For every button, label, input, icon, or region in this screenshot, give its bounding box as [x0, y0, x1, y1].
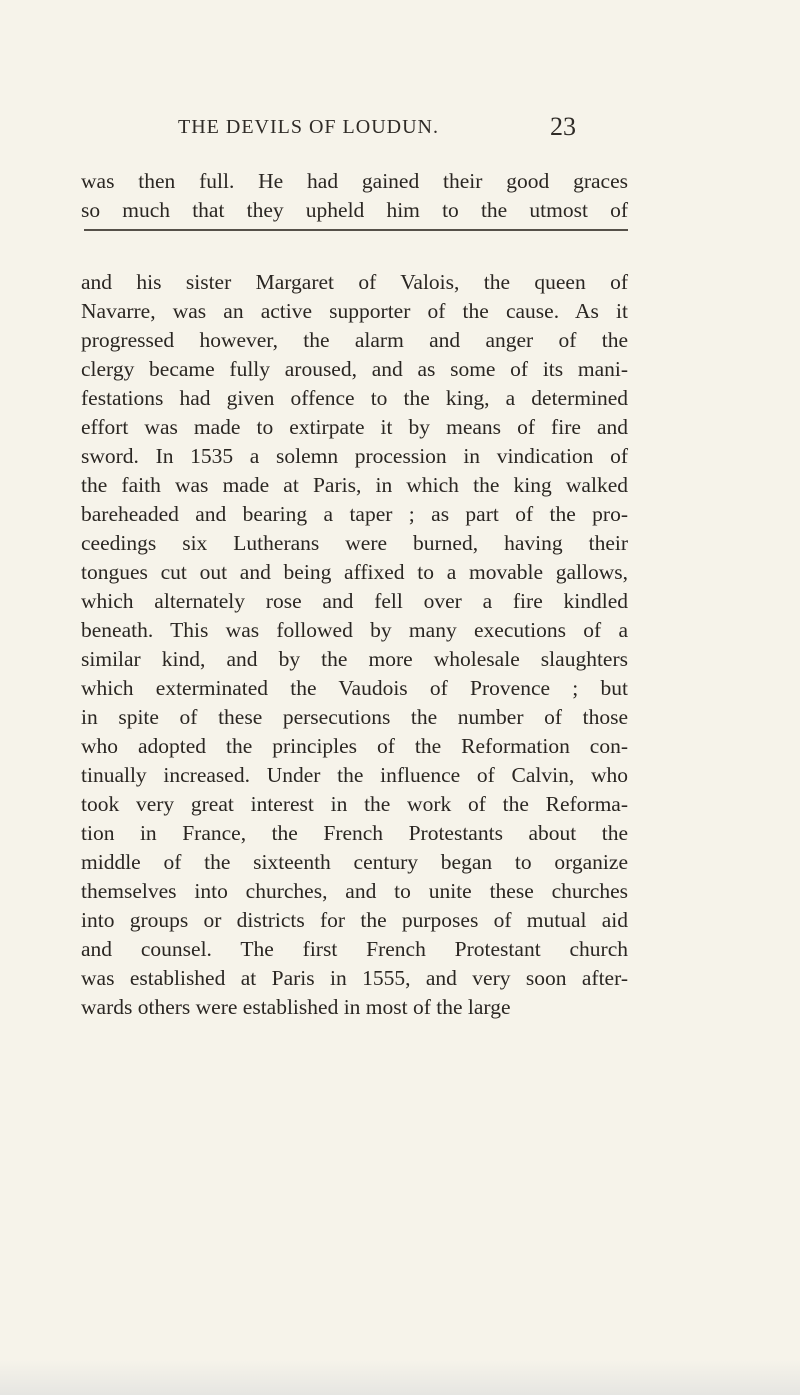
text-line: took very great interest in the work of the Reforma- [81, 792, 628, 816]
text-line: bareheaded and bearing a taper ; as part of the pro- [81, 502, 628, 526]
text-line: in spite of these persecutions the number of those [81, 705, 628, 729]
running-title: THE DEVILS OF LOUDUN. [178, 116, 439, 138]
text-line: into groups or districts for the purposes of mutual aid [81, 908, 628, 932]
text-line: ceedings six Lutherans were burned, having their [81, 531, 628, 555]
text-line: and his sister Margaret of Valois, the queen of [81, 270, 628, 294]
scan-gutter-line [84, 229, 628, 231]
text-line: themselves into churches, and to unite these churches [81, 879, 628, 903]
text-line: wards others were established in most of the large [81, 995, 511, 1019]
text-line: and counsel. The first French Protestant church [81, 937, 628, 961]
text-line: Navarre, was an active supporter of the cause. As it [81, 299, 628, 323]
text-line: sword. In 1535 a solemn procession in vindication of [81, 444, 628, 468]
text-line: middle of the sixteenth century began to organize [81, 850, 628, 874]
text-line: which exterminated the Vaudois of Provence ; but [81, 676, 628, 700]
text-line: similar kind, and by the more wholesale slaughters [81, 647, 628, 671]
text-line: was established at Paris in 1555, and very soon after- [81, 966, 628, 990]
page-bottom-edge [0, 1360, 800, 1395]
text-line: festations had given offence to the king, a determined [81, 386, 628, 410]
text-line: effort was made to extirpate it by means of fire and [81, 415, 628, 439]
upper-text-block [81, 167, 628, 225]
text-line: progressed however, the alarm and anger of the [81, 328, 628, 352]
text-line: so much that they upheld him to the utmost of [81, 198, 628, 222]
text-line: which alternately rose and fell over a fire kindled [81, 589, 628, 613]
text-line: beneath. This was followed by many executions of a [81, 618, 628, 642]
text-line: the faith was made at Paris, in which the king walked [81, 473, 628, 497]
text-line: tion in France, the French Protestants about the [81, 821, 628, 845]
page-number: 23 [550, 112, 576, 141]
text-line: tinually increased. Under the influence of Calvin, who [81, 763, 628, 787]
main-text-block [81, 268, 628, 1022]
text-line: clergy became fully aroused, and as some of its mani- [81, 357, 628, 381]
text-line: was then full. He had gained their good graces [81, 169, 628, 193]
text-line: tongues cut out and being affixed to a movable gallows, [81, 560, 628, 584]
text-line: who adopted the principles of the Reformation con- [81, 734, 628, 758]
